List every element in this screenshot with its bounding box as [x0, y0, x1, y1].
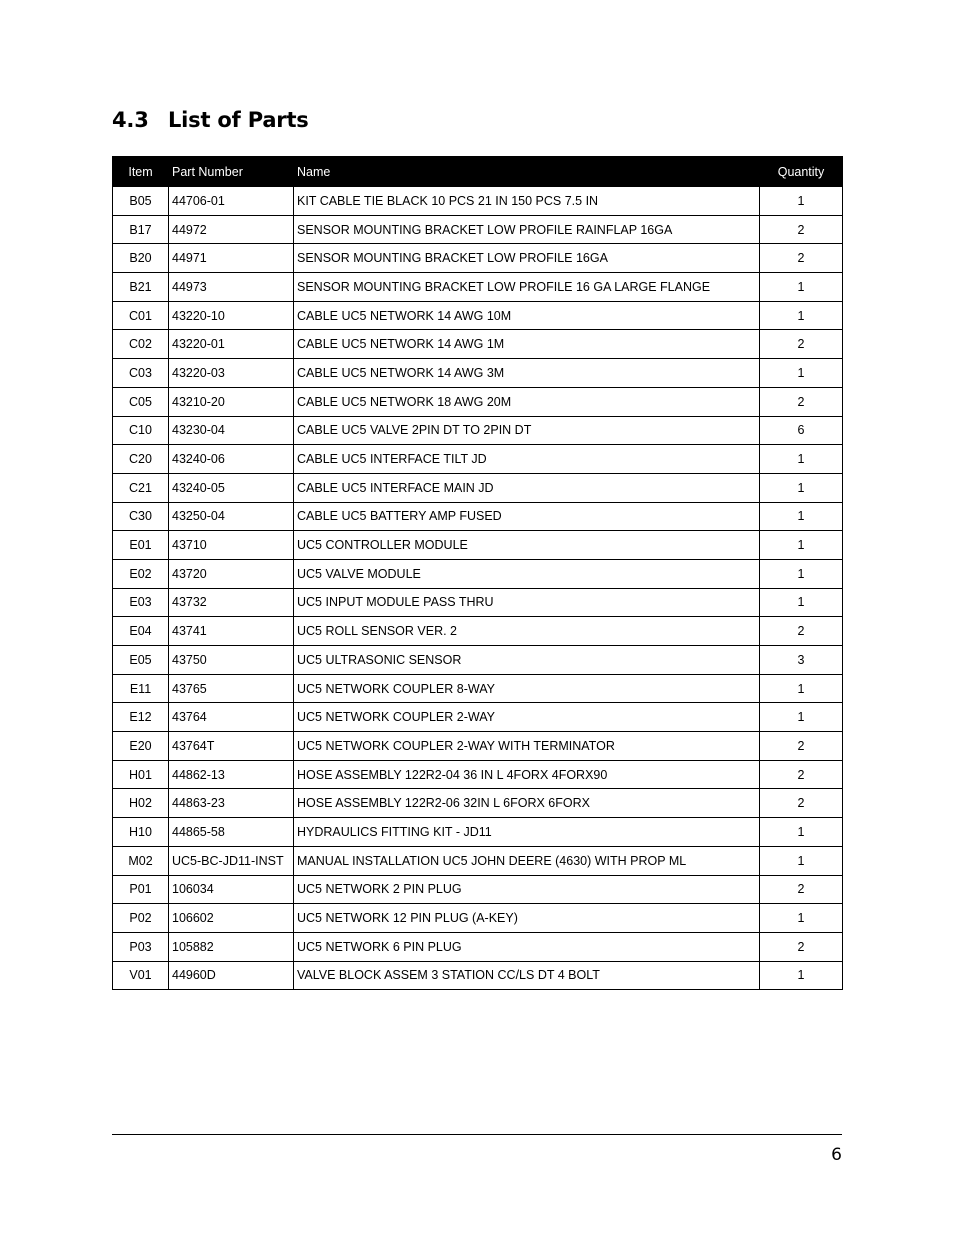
cell-quantity: 2 [760, 330, 843, 359]
cell-quantity: 2 [760, 244, 843, 273]
table-row [113, 559, 843, 588]
cell-item: E12 [113, 703, 169, 732]
cell-quantity: 3 [760, 646, 843, 675]
cell-part-number: 43250-04 [169, 502, 294, 531]
cell-part-number: 43750 [169, 646, 294, 675]
cell-quantity: 2 [760, 617, 843, 646]
cell-name: HYDRAULICS FITTING KIT - JD11 [294, 818, 760, 847]
cell-part-number: 43741 [169, 617, 294, 646]
cell-item: E04 [113, 617, 169, 646]
cell-quantity: 2 [760, 789, 843, 818]
cell-item: C01 [113, 301, 169, 330]
cell-item: B20 [113, 244, 169, 273]
cell-name: CABLE UC5 NETWORK 18 AWG 20M [294, 387, 760, 416]
cell-quantity: 1 [760, 818, 843, 847]
table-row [113, 244, 843, 273]
cell-part-number: 44971 [169, 244, 294, 273]
table-row [113, 502, 843, 531]
cell-item: M02 [113, 846, 169, 875]
cell-item: H10 [113, 818, 169, 847]
cell-part-number: 44960D [169, 961, 294, 990]
header-quantity: Quantity [760, 157, 843, 187]
cell-item: P02 [113, 904, 169, 933]
header-part-number: Part Number [169, 157, 294, 187]
cell-quantity: 2 [760, 932, 843, 961]
cell-item: C10 [113, 416, 169, 445]
footer-rule [112, 1134, 842, 1135]
header-name: Name [294, 157, 760, 187]
cell-part-number: 44865-58 [169, 818, 294, 847]
cell-name: CABLE UC5 NETWORK 14 AWG 1M [294, 330, 760, 359]
header-item: Item [113, 157, 169, 187]
cell-part-number: 43240-06 [169, 445, 294, 474]
cell-name: CABLE UC5 BATTERY AMP FUSED [294, 502, 760, 531]
cell-quantity: 1 [760, 445, 843, 474]
parts-table [112, 156, 843, 990]
cell-quantity: 1 [760, 588, 843, 617]
section-heading [112, 108, 309, 132]
cell-part-number: 106034 [169, 875, 294, 904]
cell-quantity: 1 [760, 961, 843, 990]
table-row [113, 818, 843, 847]
table-row [113, 301, 843, 330]
cell-name: UC5 ULTRASONIC SENSOR [294, 646, 760, 675]
cell-item: B17 [113, 215, 169, 244]
cell-part-number: 44972 [169, 215, 294, 244]
table-row [113, 846, 843, 875]
table-row [113, 932, 843, 961]
cell-part-number: 43240-05 [169, 473, 294, 502]
cell-quantity: 1 [760, 502, 843, 531]
table-row [113, 531, 843, 560]
cell-name: SENSOR MOUNTING BRACKET LOW PROFILE 16 GA LARGE FLANGE [294, 273, 760, 302]
cell-name: CABLE UC5 NETWORK 14 AWG 10M [294, 301, 760, 330]
table-row [113, 473, 843, 502]
table-row [113, 416, 843, 445]
cell-part-number: 105882 [169, 932, 294, 961]
cell-item: C05 [113, 387, 169, 416]
cell-item: B05 [113, 187, 169, 216]
cell-item: C03 [113, 359, 169, 388]
cell-part-number: 44973 [169, 273, 294, 302]
table-row [113, 703, 843, 732]
cell-item: E20 [113, 732, 169, 761]
cell-item: E02 [113, 559, 169, 588]
table-row [113, 646, 843, 675]
cell-quantity: 1 [760, 904, 843, 933]
cell-part-number: 43765 [169, 674, 294, 703]
cell-name: UC5 ROLL SENSOR VER. 2 [294, 617, 760, 646]
cell-name: KIT CABLE TIE BLACK 10 PCS 21 IN 150 PCS 7.5 IN [294, 187, 760, 216]
table-row [113, 359, 843, 388]
table-row [113, 760, 843, 789]
cell-part-number: 43732 [169, 588, 294, 617]
cell-quantity: 1 [760, 531, 843, 560]
cell-item: C21 [113, 473, 169, 502]
cell-part-number: 44862-13 [169, 760, 294, 789]
cell-quantity: 6 [760, 416, 843, 445]
cell-part-number: 44706-01 [169, 187, 294, 216]
cell-quantity: 1 [760, 559, 843, 588]
cell-quantity: 1 [760, 359, 843, 388]
cell-name: CABLE UC5 VALVE 2PIN DT TO 2PIN DT [294, 416, 760, 445]
table-row [113, 187, 843, 216]
cell-item: E11 [113, 674, 169, 703]
cell-quantity: 2 [760, 760, 843, 789]
cell-part-number: 44863-23 [169, 789, 294, 818]
cell-name: UC5 INPUT MODULE PASS THRU [294, 588, 760, 617]
cell-item: C20 [113, 445, 169, 474]
cell-name: CABLE UC5 INTERFACE MAIN JD [294, 473, 760, 502]
table-row [113, 588, 843, 617]
cell-quantity: 2 [760, 215, 843, 244]
cell-item: E05 [113, 646, 169, 675]
cell-quantity: 2 [760, 387, 843, 416]
cell-part-number: 43220-10 [169, 301, 294, 330]
table-row [113, 732, 843, 761]
cell-name: UC5 NETWORK COUPLER 2-WAY [294, 703, 760, 732]
cell-item: H01 [113, 760, 169, 789]
cell-item: C30 [113, 502, 169, 531]
cell-quantity: 1 [760, 187, 843, 216]
table-row [113, 961, 843, 990]
table-row [113, 215, 843, 244]
cell-quantity: 1 [760, 473, 843, 502]
cell-name: UC5 NETWORK COUPLER 8-WAY [294, 674, 760, 703]
table-row [113, 617, 843, 646]
table-row [113, 445, 843, 474]
cell-part-number: 43720 [169, 559, 294, 588]
cell-quantity: 1 [760, 703, 843, 732]
cell-part-number: 43210-20 [169, 387, 294, 416]
table-header-row [113, 157, 843, 187]
cell-part-number: 43220-01 [169, 330, 294, 359]
cell-part-number: 43710 [169, 531, 294, 560]
table-row [113, 387, 843, 416]
cell-part-number: 43220-03 [169, 359, 294, 388]
table-row [113, 330, 843, 359]
cell-quantity: 1 [760, 674, 843, 703]
section-number: 4.3 [112, 108, 149, 132]
cell-name: UC5 NETWORK 6 PIN PLUG [294, 932, 760, 961]
table-row [113, 875, 843, 904]
cell-part-number: 43764 [169, 703, 294, 732]
cell-name: CABLE UC5 NETWORK 14 AWG 3M [294, 359, 760, 388]
cell-name: UC5 CONTROLLER MODULE [294, 531, 760, 560]
cell-name: MANUAL INSTALLATION UC5 JOHN DEERE (4630) WITH PROP ML [294, 846, 760, 875]
table-row [113, 904, 843, 933]
cell-name: UC5 NETWORK COUPLER 2-WAY WITH TERMINATOR [294, 732, 760, 761]
table-row [113, 674, 843, 703]
cell-part-number: 43764T [169, 732, 294, 761]
section-title: List of Parts [168, 108, 309, 132]
cell-name: CABLE UC5 INTERFACE TILT JD [294, 445, 760, 474]
cell-item: P03 [113, 932, 169, 961]
table-row [113, 273, 843, 302]
cell-name: HOSE ASSEMBLY 122R2-04 36 IN L 4FORX 4FORX90 [294, 760, 760, 789]
cell-quantity: 1 [760, 846, 843, 875]
cell-quantity: 1 [760, 273, 843, 302]
cell-name: HOSE ASSEMBLY 122R2-06 32IN L 6FORX 6FORX [294, 789, 760, 818]
cell-item: C02 [113, 330, 169, 359]
cell-name: SENSOR MOUNTING BRACKET LOW PROFILE 16GA [294, 244, 760, 273]
cell-name: UC5 NETWORK 2 PIN PLUG [294, 875, 760, 904]
cell-item: B21 [113, 273, 169, 302]
cell-part-number: UC5-BC-JD11-INST [169, 846, 294, 875]
table-row [113, 789, 843, 818]
cell-item: P01 [113, 875, 169, 904]
cell-name: UC5 NETWORK 12 PIN PLUG (A-KEY) [294, 904, 760, 933]
cell-quantity: 1 [760, 301, 843, 330]
cell-item: E01 [113, 531, 169, 560]
cell-item: H02 [113, 789, 169, 818]
cell-part-number: 106602 [169, 904, 294, 933]
cell-item: V01 [113, 961, 169, 990]
page-number: 6 [831, 1145, 842, 1165]
cell-item: E03 [113, 588, 169, 617]
cell-name: SENSOR MOUNTING BRACKET LOW PROFILE RAINFLAP 16GA [294, 215, 760, 244]
parts-table-body [113, 187, 843, 990]
cell-part-number: 43230-04 [169, 416, 294, 445]
cell-quantity: 2 [760, 732, 843, 761]
cell-quantity: 2 [760, 875, 843, 904]
cell-name: VALVE BLOCK ASSEM 3 STATION CC/LS DT 4 BOLT [294, 961, 760, 990]
cell-name: UC5 VALVE MODULE [294, 559, 760, 588]
